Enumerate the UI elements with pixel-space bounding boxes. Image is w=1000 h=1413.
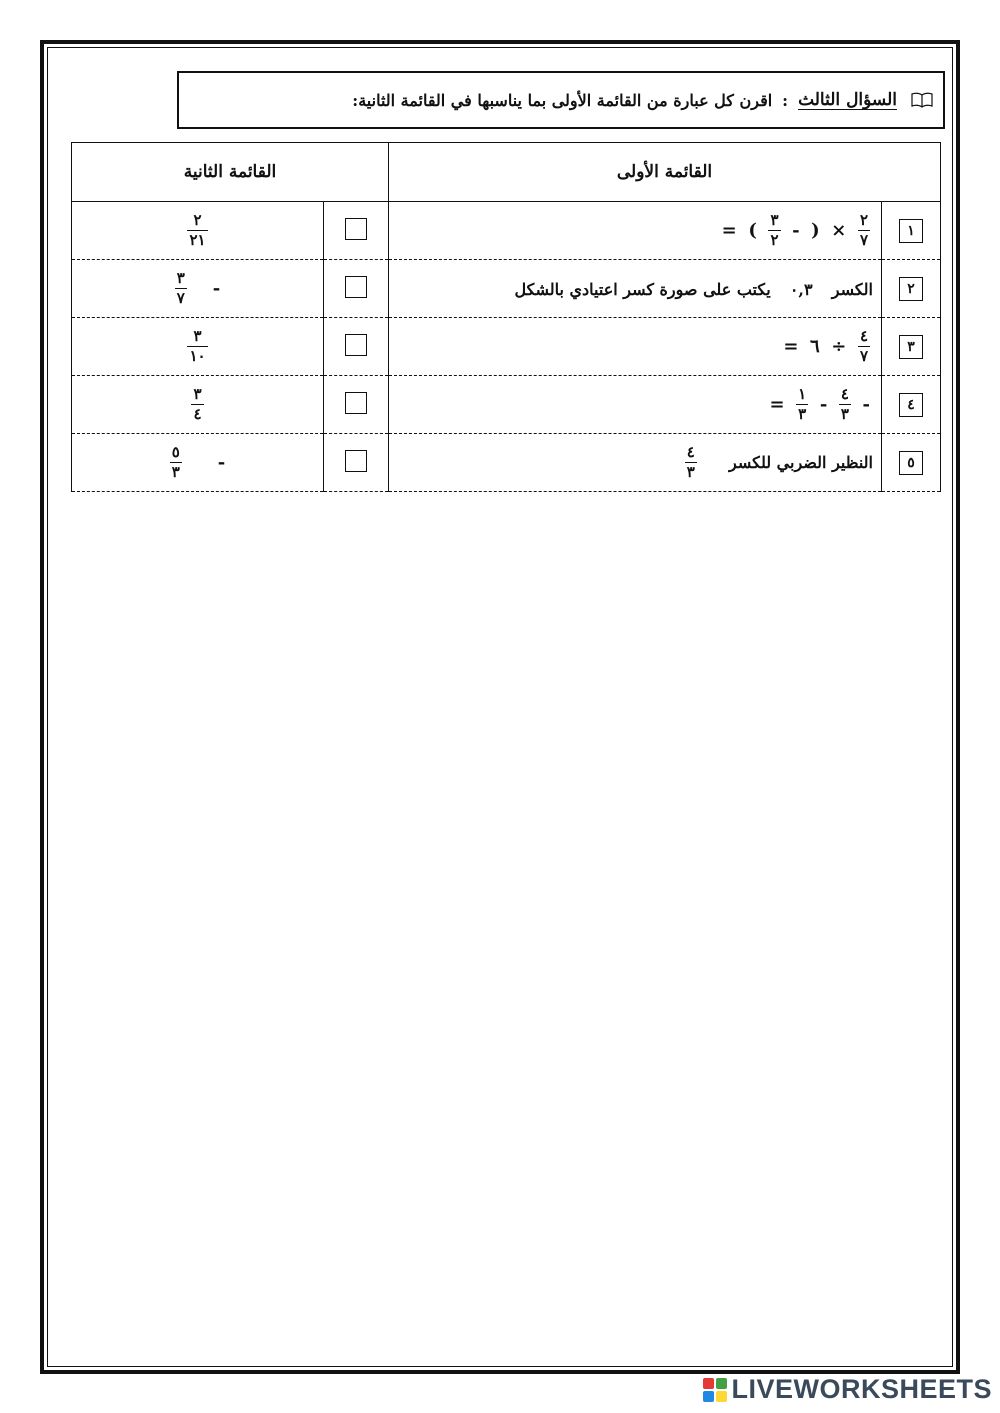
first-list-item — [389, 434, 882, 492]
second-list-item — [72, 318, 324, 376]
fraction: $\frac{٤}{٧}$ — [859, 327, 868, 365]
matching-table — [71, 142, 941, 492]
match-checkbox[interactable] — [345, 450, 367, 472]
number: ٦ — [810, 336, 820, 357]
minus-sign: - — [212, 278, 221, 299]
first-list-item — [389, 376, 882, 434]
row-number: ٣ — [899, 335, 923, 359]
fraction: $\frac{٤}{٣}$ — [686, 443, 695, 481]
question-colon: : — [782, 90, 789, 110]
decimal-value: ٠,٣ — [789, 279, 813, 299]
equals-sign: = — [769, 394, 785, 415]
open-paren: ( — [811, 220, 820, 241]
fraction: $\frac{٣}{٧}$ — [176, 269, 185, 307]
question-instruction: اقرن كل عبارة من القائمة الأولى بما يناسبها في القائمة الثانية: — [352, 90, 773, 110]
first-list-item — [389, 202, 882, 260]
fraction: $\frac{١}{٣}$ — [798, 385, 807, 423]
second-list-item — [72, 202, 324, 260]
question-label: السؤال الثالث — [798, 90, 897, 110]
fraction: $\frac{٣}{٤}$ — [193, 385, 202, 423]
row-number: ٤ — [899, 393, 923, 417]
minus-sign: - — [819, 394, 828, 415]
match-checkbox[interactable] — [345, 218, 367, 240]
question-header — [177, 71, 945, 129]
second-list-header: القائمة الثانية — [72, 143, 389, 202]
second-list-item — [72, 376, 324, 434]
equals-sign: = — [783, 336, 799, 357]
fraction: $\frac{٢}{٧}$ — [859, 211, 868, 249]
fraction: $\frac{٤}{٣}$ — [840, 385, 849, 423]
item-text: يكتب على صورة كسر اعتيادي بالشكل — [514, 279, 771, 299]
liveworksheets-logo-icon — [702, 1377, 728, 1403]
table-row — [72, 260, 941, 318]
table-row — [72, 318, 941, 376]
first-list-item — [389, 318, 882, 376]
first-list-header: القائمة الأولى — [389, 143, 941, 202]
open-book-icon — [911, 92, 933, 108]
second-list-item — [72, 434, 324, 492]
match-checkbox[interactable] — [345, 334, 367, 356]
row-number: ١ — [899, 219, 923, 243]
equals-sign: = — [721, 220, 737, 241]
brand-name: LIVEWORKSHEETS — [731, 1374, 992, 1404]
table-row — [72, 376, 941, 434]
row-number: ٥ — [899, 451, 923, 475]
item-text: الكسر — [831, 279, 873, 299]
row-number: ٢ — [899, 277, 923, 301]
match-checkbox[interactable] — [345, 276, 367, 298]
table-row — [72, 434, 941, 492]
negative-sign: - — [862, 394, 870, 415]
liveworksheets-brand — [702, 1374, 992, 1405]
first-list-item — [389, 260, 882, 318]
minus-sign: - — [217, 452, 226, 473]
fraction: $\frac{٣}{٢}$ — [770, 211, 779, 249]
fraction: $\frac{٣}{١٠}$ — [189, 327, 206, 365]
fraction: $\frac{٥}{٣}$ — [171, 443, 180, 481]
close-paren: ) — [748, 220, 757, 241]
second-list-item — [72, 260, 324, 318]
item-text: النظير الضربي للكسر — [729, 453, 873, 472]
match-checkbox[interactable] — [345, 392, 367, 414]
minus-sign: - — [792, 220, 800, 241]
table-row — [72, 202, 941, 260]
fraction: $\frac{٢}{٢١}$ — [189, 211, 206, 249]
divide-sign: ÷ — [831, 336, 847, 357]
times-sign: × — [831, 220, 847, 241]
